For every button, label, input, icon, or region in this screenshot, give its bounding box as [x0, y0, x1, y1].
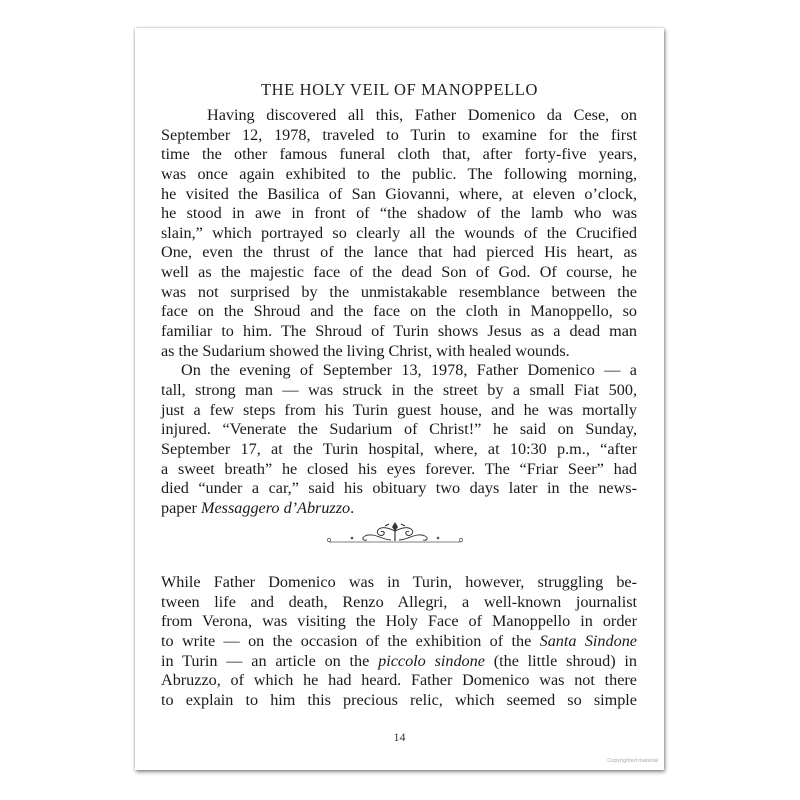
text-run: well as the majestic face of the dead Son of God. Of course, he: [161, 263, 637, 282]
text-run: September 17, at the Turin hospital, where, at 10:30 p.m., “after: [161, 439, 637, 458]
text-line: [161, 440, 637, 460]
text-line: [161, 263, 637, 283]
text-line: [161, 126, 637, 146]
text-run: While Father Domenico was in Turin, however, struggling be-: [161, 573, 637, 591]
text-run: One, even the thrust of the lance that had pierced His heart, as: [161, 243, 637, 262]
text-line: [161, 573, 637, 593]
italic-text: piccolo sindone: [378, 651, 485, 670]
text-line: [161, 479, 637, 499]
ornament-divider-icon: [325, 518, 465, 548]
text-run: was not surprised by the unmistakable resemblance between the: [161, 282, 637, 301]
text-line: [161, 302, 637, 322]
text-run: he visited the Basilica of San Giovanni, where, at eleven o’clock,: [161, 184, 637, 203]
text-line: [161, 243, 637, 263]
copyright-watermark: Copyrighted material: [607, 758, 658, 764]
text-run: in Turin — an article on the: [161, 651, 379, 670]
text-line: [161, 593, 637, 613]
text-line: [161, 283, 637, 303]
text-line: [161, 460, 637, 480]
section-1-text: [161, 106, 637, 518]
page-number: 14: [393, 730, 406, 744]
text-line: [161, 204, 637, 224]
text-line: [161, 185, 637, 205]
text-run: face on the Shroud and the face on the cloth in Manoppello, so: [161, 302, 637, 321]
text-run: he stood in awe in front of “the shadow of the lamb who was: [161, 204, 637, 223]
text-line: [161, 106, 637, 126]
text-run: from Verona, was visiting the Holy Face of Manoppello in order: [161, 612, 637, 631]
text-line: [161, 691, 637, 711]
italic-text: Messaggero d’Abruzzo: [201, 498, 351, 517]
text-run: tall, strong man — was struck in the street by a small Fiat 500,: [161, 380, 637, 399]
text-run: was once again exhibited to the public. The following morning,: [161, 164, 637, 183]
text-line: [161, 165, 637, 185]
text-run: familiar to him. The Shroud of Turin shows Jesus as a dead man: [161, 322, 637, 341]
text-line: [161, 322, 637, 342]
text-run: paper: [161, 498, 201, 517]
text-line: [161, 401, 637, 421]
text-run: Abruzzo, of which he had heard. Father Domenico was not there: [161, 671, 637, 690]
text-run: (the little shroud) in: [484, 651, 637, 670]
text-run: tween life and death, Renzo Allegri, a well-known journalist: [161, 592, 637, 611]
text-run: a sweet breath” he closed his eyes forever. The “Friar Seer” had: [161, 459, 637, 478]
text-run: On the evening of September 13, 1978, Father Domenico — a: [181, 361, 637, 380]
text-line: [161, 145, 637, 165]
text-run: to write — on the occasion of the exhibition of the: [161, 631, 540, 650]
text-run: to explain to him this precious relic, which seemed so simple: [161, 690, 637, 709]
italic-text: Santa Sindone: [539, 631, 637, 650]
text-line: [161, 632, 637, 652]
text-line: [161, 652, 637, 672]
text-line: [161, 612, 637, 632]
text-run: time the other famous funeral cloth that, after forty-five years,: [161, 145, 637, 164]
text-run: September 12, 1978, traveled to Turin to examine for the first: [161, 125, 637, 144]
text-line: [161, 361, 637, 381]
text-line: [161, 499, 637, 519]
text-run: slain,” which portrayed so clearly all the wounds of the Crucified: [161, 223, 637, 242]
text-line: [161, 671, 637, 691]
book-page: [135, 28, 664, 770]
section-2-text: [161, 573, 637, 710]
text-run: as the Sudarium showed the living Christ, with healed wounds.: [161, 341, 570, 360]
text-line: [161, 381, 637, 401]
text-run: Having discovered all this, Father Domenico da Cese, on: [207, 106, 637, 124]
text-line: [161, 224, 637, 244]
text-run: injured. “Venerate the Sudarium of Christ!” he said on Sunday,: [161, 420, 637, 439]
text-run: died “under a car,” said his obituary two days later in the news-: [161, 479, 637, 498]
running-head: THE HOLY VEIL OF MANOPPELLO: [260, 80, 538, 99]
text-line: [161, 420, 637, 440]
text-line: [161, 342, 637, 362]
text-run: .: [350, 498, 355, 517]
text-run: just a few steps from his Turin guest house, and he was mortally: [161, 400, 637, 419]
